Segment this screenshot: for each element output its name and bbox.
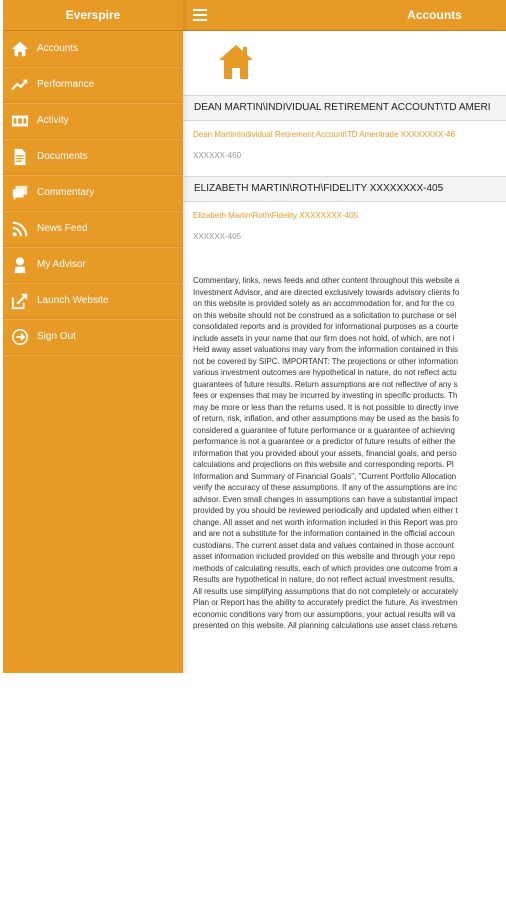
sidebar-item-label: News Feed [37, 223, 88, 234]
sidebar-item-sign-out[interactable] [3, 319, 183, 355]
disclaimer-line: custodians. The current asset data and values contained in those account [193, 540, 454, 550]
disclaimer-line: consolidated reports and is provided for informational purposes as a courte [193, 322, 459, 331]
sidebar-item-label: Commentary [37, 187, 95, 198]
page-title: Accounts [407, 8, 462, 22]
sidebar-item-accounts[interactable] [3, 31, 183, 67]
disclaimer-line: fees or expenses that may be incurred by investing in specific products. Th [193, 391, 458, 400]
account-link[interactable]: Dean Martin\Individual Retirement Account\TD Ameritrade XXXXXXXX-46 [193, 130, 455, 139]
external-link-icon [10, 291, 30, 311]
home-area [183, 31, 506, 95]
disclaimer-text [193, 275, 506, 632]
disclaimer-line: not be covered by SIPC. IMPORTANT: The projections or other information [193, 356, 459, 366]
disclaimer-line: include assets in your name that our firm does not hold, of which, are not i [193, 333, 455, 343]
disclaimer-line: and are not a substitute for the information contained in the official accoun [193, 529, 455, 538]
account-number: XXXXXX-405 [193, 232, 242, 241]
disclaimer-line: advisor. Even small changes in assumptions can have a substantial impact [193, 494, 458, 504]
disclaimer-line: Commentary, links, news feeds and other content throughout this website a [193, 276, 460, 285]
sidebar-item-documents[interactable] [3, 139, 183, 175]
disclaimer-line: Information and Summary of Financial Goals", "Current Portfolio Allocation [193, 471, 457, 481]
sidebar-item-label: Accounts [37, 43, 79, 54]
account-header[interactable]: DEAN MARTIN\INDIVIDUAL RETIREMENT ACCOUNT\TD AMERI [183, 95, 506, 121]
sidebar-item-activity[interactable] [3, 103, 183, 139]
trend-icon [10, 75, 30, 95]
disclaimer-line: information that you provided about your assets, financial goals, and perso [193, 448, 457, 458]
disclaimer-line: on this website should not be construed as a solicitation to purchase or sel [193, 310, 457, 320]
disclaimer-line: provided by you should be reviewed periodically and updated when either t [193, 506, 458, 515]
sidebar-item-label: Activity [37, 115, 69, 126]
sidebar-item-label: Performance [37, 79, 95, 90]
disclaimer-line: may be more or less than the returns used. It is not possible to directly inve [193, 402, 459, 412]
disclaimer-line: on this website is provided solely as an accommodation for, and for the co [193, 299, 455, 308]
disclaimer-line: economic conditions vary from our assumptions, your actual results will va [193, 609, 456, 619]
home-icon [10, 39, 30, 59]
person-icon [10, 255, 30, 275]
disclaimer-line: guarantees of future results. Return assumptions are not reflective of any s [193, 379, 458, 389]
disclaimer-line: Plan or Report has the ability to accurately predict the future. As investmen [193, 598, 458, 607]
disclaimer-line: of return, risk, inflation, and other assumptions may be used as the basis fo [193, 414, 459, 423]
disclaimer-line: All results use simplifying assumptions that do not completely or accurately [193, 586, 459, 596]
sidebar-item-label: Documents [37, 151, 88, 162]
account-link[interactable]: Elizabeth Martin\Roth\Fidelity XXXXXXXX-405 [193, 211, 358, 220]
commentary-icon [10, 183, 30, 203]
disclaimer-line: considered a guarantee of future performance or a guarantee of achieving [193, 425, 455, 435]
disclaimer-line: Held away asset valuations may vary from the information contained in this [193, 345, 459, 354]
account-item [183, 202, 506, 257]
account-number: XXXXXX-460 [193, 151, 242, 160]
document-icon [10, 147, 30, 167]
main-content [183, 0, 506, 673]
disclaimer-line: methods of calculating results, each of which provides one outcome from a [193, 563, 458, 573]
disclaimer-line: change. All asset and net worth information included in this Report was pro [193, 517, 458, 527]
disclaimer-line: Investment Advisor, and are directed exclusively towards advisory clients fo [193, 287, 460, 297]
sidebar-item-label: Launch Website [37, 295, 109, 306]
disclaimer-line: calculations and projections on this website and corresponding reports. Pl [193, 460, 454, 469]
sidebar-item-news-feed[interactable] [3, 211, 183, 247]
sidebar-title: Everspire [3, 0, 183, 31]
sidebar-item-label: Sign Out [37, 331, 76, 342]
sidebar-shadow [183, 0, 189, 673]
disclaimer-line: verify the accuracy of these assumptions. If any of the assumptions are inc [193, 483, 458, 492]
sidebar-item-launch-website[interactable] [3, 283, 183, 319]
sidebar [3, 0, 183, 673]
disclaimer-line: presented on this website. All planning calculations use asset class returns [193, 621, 458, 630]
sidebar-item-label: My Advisor [37, 259, 86, 270]
app-window [3, 0, 506, 673]
home-icon[interactable] [218, 43, 254, 81]
account-item [183, 121, 506, 176]
disclaimer-line: asset information included provided on this website and through your repo [193, 552, 455, 561]
sidebar-item-performance[interactable] [3, 67, 183, 103]
account-header[interactable]: ELIZABETH MARTIN\ROTH\FIDELITY XXXXXXXX-405 [183, 176, 506, 202]
sign-out-icon [10, 327, 30, 347]
sidebar-item-commentary[interactable] [3, 175, 183, 211]
disclaimer-line: Results are hypothetical in nature, do not reflect actual investment results, [193, 575, 455, 584]
top-bar [183, 0, 506, 31]
disclaimer-line: various investment outcomes are hypothetical in nature, do not reflect actu [193, 368, 457, 377]
disclaimer-line: performance is not a guarantee or a predictor of future results of either the [193, 437, 456, 446]
rss-icon [10, 219, 30, 239]
activity-icon [10, 111, 30, 131]
sidebar-item-my-advisor[interactable] [3, 247, 183, 283]
